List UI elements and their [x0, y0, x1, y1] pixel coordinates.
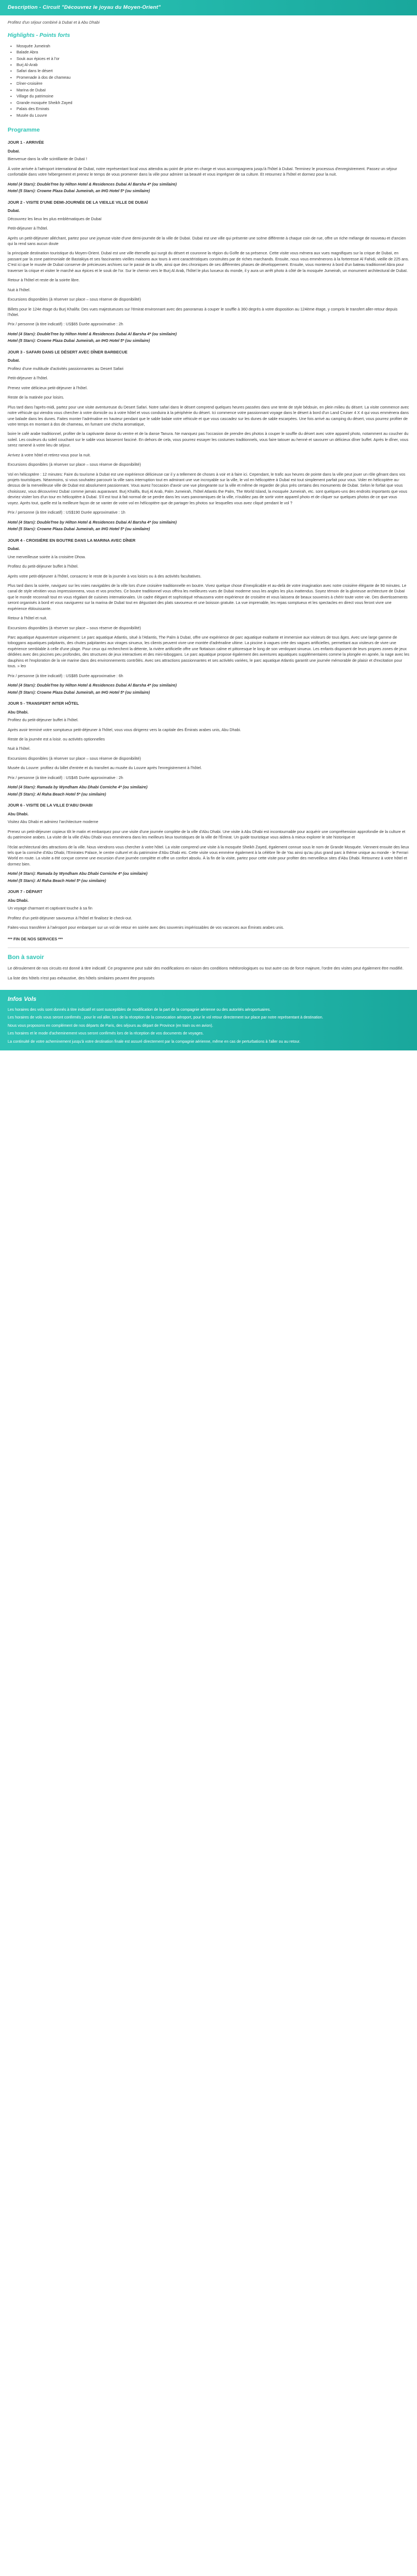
day-paragraph: Petit-déjeuner à l'hôtel.: [8, 226, 48, 231]
list-item: • Dîner-croisière: [17, 81, 409, 86]
day-paragraph: Reste de la matinée pour loisirs.: [8, 395, 64, 400]
hotel-line: Hotel (5 Stars): Crowne Plaza Dubai Jumeirah, an IHG Hotel 5* (ou similaire): [8, 188, 150, 194]
divider: [8, 947, 409, 948]
excursion-price: Prix / personne (à titre indicatif) : US$85 Durée approximative : 6h: [8, 673, 123, 678]
bon-a-savoir-section: [8, 954, 409, 981]
list-item: • Marina de Dubaï: [17, 88, 409, 93]
list-item: • Village du patrimoine: [17, 94, 409, 99]
highlights-list: [8, 43, 409, 118]
day-paragraph: Profitez du petit-déjeuner buffet à l'hôtel.: [8, 717, 79, 723]
excursion-description: Vol en hélicoptère : 12 minutes: Faire du tourisme à Dubaï est une expérience délicieuse car il y a tellement de choses à voir et à faire ici. Cependant, le trafic aux heures de pointe dans la ville peut jouer un rôle gênant dans vos projets touristiques. Néanmoins, si vous souhaitez parcourir la ville sans interruption tout en admirant une vue incroyable sur la ville, le vol en hélicoptère à Dubaï est tout simplement parfait pour vous. Voler en hélicoptère au-dessus de la merveilleuse ville de Dubaï est absolument passionnant. Vous aurez l'occasion d'avoir une vue plongeante sur la ville et même de regarder de plus près certains des monuments de Dubaï. Selon le forfait que vous choisissez, vous découvrirez Dubaï comme jamais auparavant. Burj Khalifa, Burj Al Arab, Palm Jumeirah, l'hôtel Atlantis the Palm, The World Island, la mosquée Jumeirah, etc. sont quelques-uns des endroits importants que vous devriez visiter lors d'un tour en hélicoptère à Dubaï. S'il est tout à fait normal de se perdre dans les vues panoramiques de la ville, n'oubliez pas de sortir votre appareil photo et de cliquer sur quelques photos de ce que vous voyez. Après tout, quelle est la meilleure façon de se vanter de votre vol en hélicoptère que de partager les photos sur lesquelles vous avez cliqué pendant le vol ?: [8, 471, 408, 505]
list-item: • Safari dans le désert: [17, 68, 409, 74]
excursion-price: Prix / personne (à titre indicatif) : US$45 Durée approximative : 2h: [8, 775, 123, 780]
hotel-line: Hotel (5 Stars): Crowne Plaza Dubai Jumeirah, an IHG Hotel 5* (ou similaire): [8, 526, 150, 532]
hotel-line: Hotel (4 Stars): DoubleTree by Hilton Hotel & Residences Dubai Al Barsha 4* (ou similaire): [8, 519, 177, 525]
list-item: • Palais des Emirats: [17, 106, 409, 112]
hotel-block: [8, 520, 409, 532]
infos-vols-band: [0, 990, 417, 1050]
hotel-line: Hotel (4 Stars): DoubleTree by Hilton Hotel & Residences Dubai Al Barsha 4* (ou similaire): [8, 181, 177, 187]
programme-title: Programme: [8, 126, 40, 133]
list-item: • Mosquée Jumeirah: [17, 43, 409, 49]
day-paragraph: Après avoir terminé votre somptueux petit-déjeuner à l'hôtel, vous vous dirigerez vers la capitale des Émirats arabes unis, Abu Dhabi.: [8, 727, 242, 732]
document-content: [0, 15, 417, 981]
excursions-label: Excursions disponibles (à réserver sur place – sous réserve de disponibilité): [8, 462, 141, 467]
infos-vols-paragraph: Les horaires de vols vous seront confirmés , pour le vol aller, lors de la réception de la convocation aéroport, pour le vol retour directement sur place par notre représentant à destination.: [8, 1016, 323, 1020]
day-title: JOUR 6 - VISITE DE LA VILLE D'ABU DHABI: [8, 803, 93, 808]
excursion-description: Musée du Louvre: profitez du billet d'entrée et du transfert au musée du Louvre après l'enregistrement à l'hôtel.: [8, 765, 202, 771]
day-location: Dubaï.: [8, 208, 20, 214]
list-item: • Balade Abra: [17, 50, 409, 55]
infos-vols-paragraph: Les horaires des vols sont donnés à titre indicatif et sont susceptibles de modification de la part de la compagnie aérienne ou des autorités aéroportuaires.: [8, 1007, 271, 1012]
hotel-line: Hotel (4 Stars): Ramada by Wyndham Abu Dhabi Corniche 4* (ou similaire): [8, 785, 148, 790]
day-paragraph: Bienvenue dans la ville scintillante de Dubaï !: [8, 156, 87, 162]
day-location: Dubaï.: [8, 358, 20, 363]
document-page: [0, 0, 417, 1060]
hotel-line: Hotel (5 Stars): Crowne Plaza Dubai Jumeirah, an IHG Hotel 5* (ou similaire): [8, 338, 150, 344]
day-title: JOUR 5 - TRANSFERT INTER HÔTEL: [8, 700, 79, 706]
excursion-price: Prix / personne (à titre indicatif) : US$65 Durée approximative : 2h: [8, 322, 123, 327]
day-section-6: [8, 803, 409, 884]
day-paragraph: Visitez Abu Dhabi et admirez l'architecture moderne: [8, 819, 98, 825]
day-location: Abu Dhabi.: [8, 811, 29, 816]
day-location: Abu Dhabi.: [8, 709, 29, 715]
day-paragraph: boire le café arabe traditionnel, profiter de la captivante danse du ventre et de la danse Tanura. Ne manquez pas l'occasion de prendre des photos à couper le souffle du désert avec votre appareil photo, notamment au coucher du soleil. Les couleurs du soleil couchant sur le sable vous laisseront fasciné. En dehors de cela, vous pourrez essayer les costumes traditionnels, vous faire tatouer au henné et savourer un délicieux dîner buffet. Après le dîner, vous serez ramené à votre lieu de séjour.: [8, 431, 409, 448]
infos-vols-paragraph: Nous vous proposons en complément de nos départs de Paris, des séjours au départ de Province (en train ou en avion).: [8, 1023, 213, 1028]
day-paragraph: Faites-vous transférer à l'aéroport pour embarquer sur un vol de retour en soirée avec des souvenirs impérissables de vos vacances aux Émirats arabes unis.: [8, 925, 284, 930]
day-location: Dubaï.: [8, 546, 20, 552]
day-paragraph: Plus tard dans la soirée, naviguez sur les voies navigables de la ville lors d'une croisière traditionnelle en boutre. Vivez quelque chose d'inexplicable et au-delà de votre imagination avec notre croisière élégante de 90 minutes. Le canal de style vénitien vous impressionnera, vous et vos proches. Ce boutre traditionnel vous offrira les meilleures vues de Dubaï moderne sous les angles les plus inattendus. Soyez témoin de la glorieuse architecture de Dubaï que le monde reconnaît tout en vous régalant de cuisines internationales. Un cadre élégant et sophistiqué rehaussera votre expérience de croisière et vous laissera de beaux souvenirs à chérir toute votre vie. Des divertissements seront organisés à bord et vous naviguerez sur la marina de Dubaï tout en dégustant des plats savoureux et une boisson gratuite. La vue imprenable, les repas somptueux et les spectacles en direct vous feront vivre une expérience éblouissante.: [8, 582, 408, 611]
day-paragraph: Découvrez les lieux les plus emblématiques de Dubaï: [8, 216, 102, 221]
day-paragraph: Profitez d'un petit-déjeuner savoureux à l'hôtel et finalisez le check-out.: [8, 915, 133, 921]
hotel-block: [8, 683, 409, 695]
day-section-5: [8, 701, 409, 797]
day-paragraph: Après un petit-déjeuner alléchant, partez pour une joyeuse visite d'une demi-journée de la ville de Dubaï. Dubaï est une ville qui présente une scène différente à chaque coin de rue, offre un riche mélange de nouveau et d'ancien qui la rend sans aucun doute: [8, 235, 406, 247]
day-title: JOUR 2 - VISITE D'UNE DEMI-JOURNÉE DE LA VIEILLE VILLE DE DUBAÏ: [8, 199, 148, 205]
hotel-line: Hotel (5 Stars): Crowne Plaza Dubai Jumeirah, an IHG Hotel 5* (ou similaire): [8, 689, 150, 695]
excursions-label: Excursions disponibles (à réserver sur place – sous réserve de disponibilité): [8, 625, 141, 630]
day-location: Dubaï.: [8, 148, 20, 154]
end-of-services-note: *** FIN DE NOS SERVICES ***: [8, 936, 63, 941]
day-title: JOUR 3 - SAFARI DANS LE DÉSERT AVEC DÎNER BARBECUE: [8, 349, 128, 355]
day-paragraph: Arrivez à votre hôtel et retirez-vous pour la nuit.: [8, 452, 91, 458]
bon-a-savoir-title: Bon à savoir: [8, 954, 45, 961]
list-item: • Musée du Louvre: [17, 113, 409, 118]
infos-vols-paragraph: Les horaires et le mode d'acheminement vous seront confirmés lors de la réception de vos documents de voyages.: [8, 1032, 204, 1036]
list-item: • Grande mosquée Sheikh Zayed: [17, 100, 409, 106]
intro-paragraph: Profitez d'un séjour combiné à Dubaï et à Abu Dhabi: [8, 19, 100, 25]
day-paragraph: Une merveilleuse soirée à la croisière Dhow.: [8, 554, 86, 559]
hotel-line: Hotel (4 Stars): Ramada by Wyndham Abu Dhabi Corniche 4* (ou similaire): [8, 871, 148, 876]
day-paragraph: Retour à l'hôtel et reste de la soirée libre.: [8, 277, 80, 283]
bon-a-savoir-paragraph: Le déroulement de nos circuits est donné à titre indicatif. Ce programme peut subir des modifications en raison des conditions météorologiques ou tout autre cas de force majeure, l'ordre des visites peut également être modifié.: [8, 966, 404, 971]
day-paragraph: Prenez votre délicieux petit-déjeuner à l'hôtel.: [8, 385, 88, 390]
day-title: JOUR 4 - CROISIÈRE EN BOUTRE DANS LA MARINA AVEC DÎNER: [8, 537, 136, 543]
day-paragraph: Profitez du petit-déjeuner buffet à l'hôtel.: [8, 564, 79, 569]
list-item: • Souk aux épices et à l'or: [17, 56, 409, 62]
day-section-1: [8, 140, 409, 194]
day-paragraph: la principale destination touristique du Moyen-Orient. Dubaï est une ville éternelle qui surgit du désert et couronne la région du Golfe de sa présence. Cette visite vous mènera aux vues magnifiques sur la crique de Dubaï, en passant par la zone patrimoniale de Bastakiya et ses fascinantes vieilles maisons aux tours à vent caractéristiques construites par de riches marchands. Ensuite, nous vous emmènerons à la forteresse Al Fahidi, vieille de 225 ans. C'est ici que le musée de Dubaï conserve de précieuses archives sur le passé de la ville, ainsi que des chroniques de ses différentes phases de développement. Ensuite, vous monterez à bord d'un bateau traditionnel Abra pour traverser la crique et visiter le marché aux épices et le souk de l'or. Sur le chemin vers le Burj Al Arab, l'hôtel le plus luxueux du monde, il y aura un arrêt photo à côté de la mosquée Jumeirah, un monument architectural de Dubaï.: [8, 250, 409, 273]
day-paragraph: Reste de la journée est a loisir. ou activités optionnelles: [8, 737, 105, 742]
day-paragraph: Après votre petit-déjeuner à l'hôtel, consacrez le reste de la journée à vos loisirs ou à des activités facultatives.: [8, 573, 202, 579]
day-paragraph: l'éclat architectural des attractions de la ville. Nous viendrons vous chercher à votre hôtel. La visite comprend une visite à la mosquée Sheikh Zayed, également connue sous le nom de Grande Mosquée. Viennent ensuite des lieux tels que la corniche d'Abu Dhabi, l'Emirates Palace, le centre culturel et du patrimoine d'Abu Dhabi etc. Cette visite vous emmène également à la célèbre île de Yas ainsi qu'au plus grand parc à thème unique au monde - le Ferrari World en route. La visite a été conçue comme une excursion d'une journée complète et offre un confort absolu. À la fin de la visite, partez pour cette visite pour profiter des merveilleux sites d'Abu Dhabi. Retournez à votre hôtel et dormez bien.: [8, 844, 409, 867]
day-paragraph: Profitez d'une multitude d'activités passionnantes au Desert Safari: [8, 366, 124, 371]
infos-vols-title: Infos Vols: [8, 995, 37, 1003]
day-paragraph: Retour à l'hôtel et nuit.: [8, 616, 47, 621]
day-title: JOUR 7 - DÉPART: [8, 889, 43, 895]
day-paragraph: Nuit à l'hôtel.: [8, 287, 31, 292]
excursions-label: Excursions disponibles (à réserver sur place – sous réserve de disponibilité): [8, 755, 141, 761]
day-section-7: [8, 889, 409, 942]
infos-vols-paragraph: La continuité de votre acheminement jusqu'à votre destination finale est assuré directement par la compagnie aérienne, même en cas de perturbations à l'aller ou au retour.: [8, 1039, 300, 1044]
excursion-description: Parc aquatique Aquaventure uniquement: Le parc aquatique Atlantis, situé à l'Atlantis, The Palm à Dubaï, offre une expérience de parc aquatique exaltante et immersive aux visiteurs de tous âges. Avec une large gamme de toboggans aquatiques palpitants, des chutes palpitantes aux virages sinueux, les clients peuvent vivre une montée d'adrénaline ultime. La piscine à vagues crée des vagues artificielles, permettant aux visiteurs de vivre une expérience semblable à celle d'une plage. Pour ceux qui recherchent la détente, la rivière artificielle offre une flottaison calme et pittoresque le long de son verdoyant sinueux. Les enfants disposent de leurs propres zones de jeux dédiées avec des piscines peu profondes, des structures de jeux interactives et des mini-toboggans. Le parc aquatique propose également des aventures aquatiques supplémentaires comme la plongée en apnée, la nage avec les dauphins et l'exploration de la vie marine dans des environnements contrôlés. Avec ses attractions passionnantes et ses activités variées, le parc aquatique Atlantis garantit une journée mémorable de plaisir et d'excitation pour tous. » leo: [8, 635, 409, 669]
day-section-4: [8, 538, 409, 695]
hotel-line: Hotel (4 Stars): DoubleTree by Hilton Hotel & Residences Dubai Al Barsha 4* (ou similaire): [8, 331, 177, 336]
list-item: • Burj Al-Arab: [17, 62, 409, 68]
day-location: Abu Dhabi.: [8, 897, 29, 903]
hotel-block: [8, 182, 409, 194]
hotel-line: Hotel (5 Stars): Al Raha Beach Hotel 5* (ou similaire): [8, 878, 106, 883]
hotel-block: [8, 871, 409, 884]
bon-a-savoir-paragraph: La liste des hôtels n'est pas exhaustive, des hôtels similaires peuvent être proposés: [8, 975, 155, 981]
hotel-block: [8, 785, 409, 797]
highlights-title: Highlights - Points forts: [8, 32, 70, 39]
day-title: JOUR 1 - ARRIVÉE: [8, 140, 44, 145]
hotel-line: Hotel (4 Stars): DoubleTree by Hilton Hotel & Residences Dubai Al Barsha 4* (ou similaire): [8, 683, 177, 688]
list-item: • Promenade à dos de chameau: [17, 75, 409, 80]
excursion-price: Prix / personne (à titre indicatif) : US$190 Durée approximative : 1h: [8, 510, 125, 515]
day-paragraph: Un voyage charmant et captivant touche à sa fin: [8, 906, 92, 911]
day-paragraph: Plus tard dans l'après-midi, partez pour une visite aventureuse du Desert Safari. Notre safari dans le désert comprend quelques heures passées dans une tente de style bédouin, en plein milieu du désert. La visite commence avec notre véhicule qui viendra vous chercher à votre domicile ou à votre hôtel et vous conduira à la périphérie du désert. Ici commence votre passionnant voyage dans le désert à bord d'un Land Cruiser 4 X 4 qui vous emmènera dans une balade dans les dunes. Faites monter l'adrénaline en hauteur pendant que le sable balaie votre véhicule et que vous cascadez sur les dunes de sable escarpées. Une fois arrivé au camping du désert, vous pourrez profiter de votre temps en montant à dos de chameau, en fumant une chicha aromatique,: [8, 404, 409, 427]
hotel-block: [8, 331, 409, 344]
day-paragraph: Nuit à l'hôtel.: [8, 746, 31, 751]
excursions-label: Excursions disponibles (à réserver sur place – sous réserve de disponibilité): [8, 297, 141, 302]
day-paragraph: Petit-déjeuner à l'hôtel.: [8, 375, 48, 381]
page-title: Description - Circuit "Découvrez le joyau du Moyen-Orient": [8, 4, 161, 10]
day-section-3: [8, 350, 409, 532]
excursion-description: Billets pour le 124e étage du Burj Khalifa: Des vues majestueuses sur l'émirat environnant avec des panoramas à couper le souffle à 360 degrés à votre disposition au 124ème étage, y compris le transfert aller-retour depuis l'hôtel.: [8, 306, 398, 317]
day-paragraph: Prenez un petit-déjeuner copieux tôt le matin et embarquez pour une visite d'une journée complète de la ville d'Abu Dhabi. Une visite à Abu Dhabi est incontournable pour acquérir une compréhension approfondie de la culture et du patrimoine arabes. La visite de la ville d'Abu Dhabi vous emmènera dans les meilleurs lieux touristiques de la ville de l'Émirat. Un guide touristique vous aidera à mieux explorer le site historique et: [8, 829, 405, 840]
hotel-line: Hotel (5 Stars): Al Raha Beach Hotel 5* (ou similaire): [8, 791, 106, 797]
day-section-2: [8, 200, 409, 344]
day-paragraph: À votre arrivée à l'aéroport international de Dubaï, notre représentant local vous attendra au point de prise en charge et vous accompagnera jusqu'à l'hôtel à Dubaï. Terminez le processus d'enregistrement. Passez un séjour confortable dans votre hébergement et prenez le temps de vous promener dans la ville pour admirer sa beauté et vous imprégner de sa culture. Et retournez à l'hôtel et dormez pour la nuit.: [8, 166, 397, 177]
header-band: [0, 0, 417, 15]
